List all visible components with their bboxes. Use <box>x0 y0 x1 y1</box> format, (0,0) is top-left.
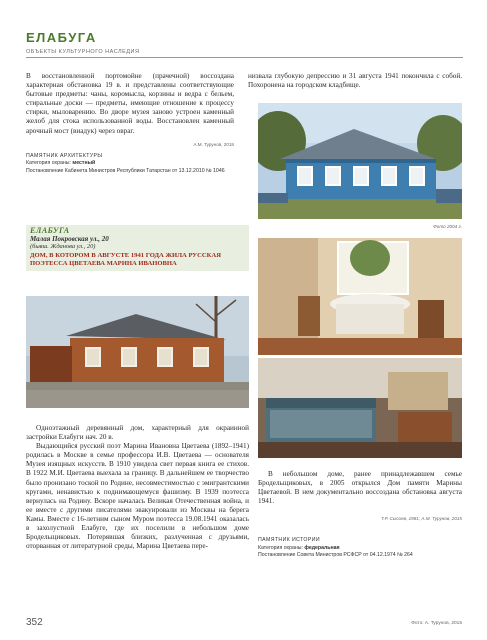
body-right-credit: Т.Р. Сысоев, 1981; А.М. Турунов, 2015 <box>380 516 462 522</box>
interior-table-photo <box>258 238 462 355</box>
decree-text-bottom: Постановление Совета Министров РСФСР от 04.12.1974 № 264 <box>258 552 413 559</box>
section-former-address: (бывш. Жданова ул., 20) <box>30 243 96 250</box>
page-number: 352 <box>26 617 43 628</box>
photo-year-caption: Фото 2004 г. <box>433 224 462 229</box>
body-left-paragraph-1: Одноэтажный деревянный дом, характерный для окраинной застройки Елабуги нач. 20 в. <box>26 424 249 442</box>
protection-category: Категория охраны: местный <box>26 160 96 167</box>
body-right-column <box>258 470 462 560</box>
header-divider <box>26 57 463 58</box>
top-left-column <box>26 72 234 175</box>
footer-photo-credit: Фото: А. Турунов, 2015 <box>411 621 462 626</box>
section-subtitle: ОБЪЕКТЫ КУЛЬТУРНОГО НАСЛЕДИЯ <box>26 49 140 55</box>
monument-info-bottom <box>258 537 462 559</box>
top-right-paragraph: низвала глубокую депрессию и 31 августа 1941 покончила с собой. Похоронена на городском кладбище. <box>248 72 462 90</box>
protection-category-federal: Категория охраны: федеральная <box>258 544 340 551</box>
top-right-column <box>248 72 462 90</box>
section-heading-title: ДОМ, В КОТОРОМ В АВГУСТЕ 1941 ГОДА ЖИЛА РУССКАЯ ПОЭТЕССА ЦВЕТАЕВА МАРИНА ИВАНОВНА <box>30 252 221 267</box>
decree-text: Постановление Кабинета Министров Республики Татарстан от 13.12.2010 № 1046 <box>26 167 225 174</box>
top-left-credit: А.М. Турунов, 2018 <box>193 141 234 147</box>
monument-info-top <box>26 153 234 175</box>
brown-house-photo <box>26 296 249 408</box>
monument-type-history: ПАМЯТНИК ИСТОРИИ <box>258 537 320 544</box>
body-left-paragraph-2: Выдающийся русский поэт Марина Ивановна Цветаева (1892–1941) родилась в Москве в семье профессора И.В. Цветаева — основателя Музея изящных искусств. В 1910 увидела свет первая книга ее стихов. В 1922 М.И. Цветаева выехала за границу. В дальнейшем ее творчество было пронизано тоской по Родине, несовместимостью с эмигрантскими кругами, ненавистью к поднимающемуся фашизму. В 1939 поэтесса вернулась на Родину. Вскоре началась Великая Отечественная война, и ее вместе с другими писателями эвакуировали из Москвы на берега Камы. Вместе с 16-летним сыном Муром поэтесса 19.08.1941 оказалась в захолустной Елабуге, где их поселили в небольшом доме Бродельщиковых. Потерявшая близких, разлученная с друзьями, оторванная от литературной среды, Марина Цветаева пере- <box>26 442 249 551</box>
top-left-paragraph: В восстановленной портомойне (прачечной) воссоздана характерная обстановка 19 в. и представлены соответствующие бытовые предметы: чаны, коромысла, корзины и ведра с бельем, стиральные доски — предметы, имеющие отношение к процессу стирки, мыловарению. Во дворе музея заново устроен каменный желоб для стока использованной воды. Восстановлен каменный арочный мост (виадук) через овраг. <box>26 72 234 135</box>
monument-type: ПАМЯТНИК АРХИТЕКТУРЫ <box>26 152 103 159</box>
section-title: ЕЛАБУГА <box>26 30 97 45</box>
interior-bed-photo <box>258 358 462 458</box>
section-heading <box>30 226 246 268</box>
body-left-column <box>26 424 249 551</box>
body-right-paragraph: В небольшом доме, ранее принадлежавшем семье Бродельщиковых, в 2005 открылся Дом памяти Марины Цветаевой. В нем документально воссоздана обстановка августа 1941. <box>258 470 462 506</box>
section-address: Малая Покровская ул., 20 <box>30 235 109 243</box>
section-city: ЕЛАБУГА <box>30 226 70 235</box>
blue-house-photo <box>258 103 462 219</box>
